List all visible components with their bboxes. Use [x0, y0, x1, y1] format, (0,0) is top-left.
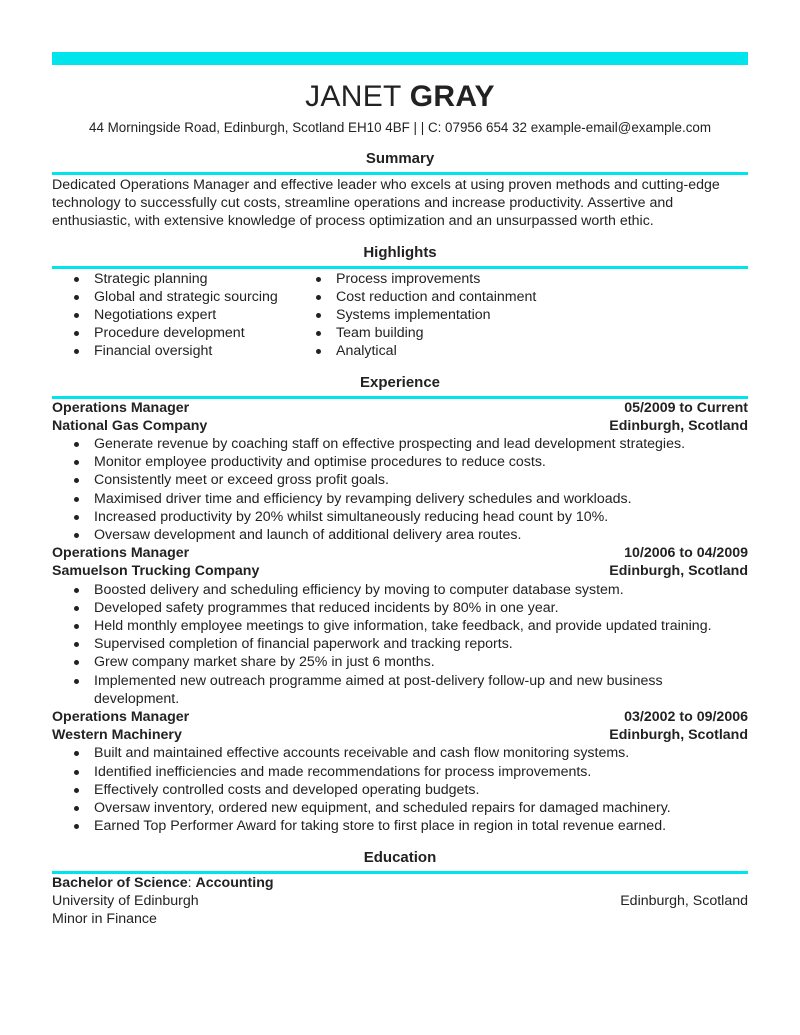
education-heading: Education — [363, 848, 437, 866]
job-company-row — [52, 726, 748, 744]
job-bullet: Oversaw inventory, ordered new equipment, and scheduled repairs for damaged machinery. — [52, 799, 748, 817]
degree-field: Accounting — [195, 874, 274, 891]
highlights-list — [52, 270, 748, 361]
highlight-item: Cost reduction and containment — [294, 288, 594, 306]
job-bullet: Developed safety programmes that reduced incidents by 80% in one year. — [52, 599, 748, 617]
job-title-row — [52, 708, 748, 726]
job-entry — [52, 708, 748, 835]
highlight-item: Analytical — [294, 342, 594, 360]
job-bullet: Identified inefficiencies and made recommendations for process improvements. — [52, 763, 748, 781]
job-title: Operations Manager — [52, 545, 190, 562]
degree-line — [52, 874, 748, 892]
job-dates: 03/2002 to 09/2006 — [624, 709, 748, 726]
job-entry — [52, 399, 748, 545]
job-bullet: Maximised driver time and efficiency by revamping delivery schedules and workloads. — [52, 490, 748, 508]
job-bullet: Built and maintained effective accounts receivable and cash flow monitoring systems. — [52, 744, 748, 762]
job-bullets — [52, 744, 748, 835]
job-bullet: Generate revenue by coaching staff on effective prospecting and lead development strategies. — [52, 435, 748, 453]
school-location: Edinburgh, Scotland — [620, 892, 748, 909]
job-dates: 05/2009 to Current — [624, 399, 748, 416]
last-name: GRAY — [409, 80, 495, 113]
job-title-row — [52, 399, 748, 417]
highlight-item: Systems implementation — [294, 306, 594, 324]
job-bullet: Implemented new outreach programme aimed at post-delivery follow-up and new business development. — [52, 672, 748, 708]
accent-top-bar — [52, 52, 748, 65]
job-title: Operations Manager — [52, 709, 190, 726]
job-bullet: Increased productivity by 20% whilst simultaneously reducing head count by 10%. — [52, 508, 748, 526]
job-company-row — [52, 417, 748, 435]
job-bullet: Oversaw development and launch of additional delivery area routes. — [52, 526, 748, 544]
job-bullet: Grew company market share by 25% in just 6 months. — [52, 653, 748, 671]
first-name: JANET — [305, 80, 402, 113]
highlights-column-2 — [294, 270, 594, 361]
summary-heading: Summary — [365, 150, 435, 167]
experience-heading: Experience — [359, 373, 441, 391]
job-location: Edinburgh, Scotland — [609, 417, 748, 434]
summary-text: Dedicated Operations Manager and effective leader who excels at using proven methods and cutting-edge technology to successfully cut costs, streamline operations and increase productivity. Assertive and enthusiastic, with extensive knowledge of process optimization and an unsurpassed worth ethic. — [52, 177, 720, 230]
job-title: Operations Manager — [52, 399, 190, 416]
job-bullet: Effectively controlled costs and developed operating budgets. — [52, 781, 748, 799]
job-company: Samuelson Trucking Company — [52, 563, 260, 580]
summary-rule — [52, 172, 748, 175]
highlight-item: Team building — [294, 324, 594, 342]
job-bullet: Held monthly employee meetings to give information, take feedback, and provide updated training. — [52, 617, 748, 635]
highlight-item: Financial oversight — [52, 342, 294, 360]
minor-line: Minor in Finance — [52, 910, 157, 927]
highlight-item: Global and strategic sourcing — [52, 288, 294, 306]
highlights-heading: Highlights — [363, 243, 437, 261]
highlight-item: Procedure development — [52, 324, 294, 342]
highlights-column-1 — [52, 270, 294, 361]
highlights-rule — [52, 266, 748, 269]
degree-name: Bachelor of Science — [52, 874, 188, 891]
highlight-item: Strategic planning — [52, 270, 294, 288]
job-company-row — [52, 562, 748, 580]
job-bullet: Earned Top Performer Award for taking store to first place in region in total revenue earned. — [52, 817, 748, 835]
job-dates: 10/2006 to 04/2009 — [624, 545, 748, 562]
job-location: Edinburgh, Scotland — [609, 727, 748, 744]
job-bullets — [52, 435, 748, 544]
job-company: Western Machinery — [52, 727, 182, 744]
school-name: University of Edinburgh — [52, 892, 199, 909]
job-bullet: Monitor employee productivity and optimise procedures to reduce costs. — [52, 453, 748, 471]
degree-separator: : — [187, 874, 192, 891]
contact-line: 44 Morningside Road, Edinburgh, Scotland EH10 4BF | | C: 07956 654 32 example-email@example.com — [89, 120, 711, 135]
job-bullet: Boosted delivery and scheduling efficiency by moving to computer database system. — [52, 581, 748, 599]
job-location: Edinburgh, Scotland — [609, 563, 748, 580]
job-bullets — [52, 581, 748, 708]
highlight-item: Negotiations expert — [52, 306, 294, 324]
school-row — [52, 892, 748, 910]
candidate-name — [52, 80, 748, 114]
job-entry — [52, 544, 748, 708]
job-bullet: Consistently meet or exceed gross profit goals. — [52, 471, 748, 489]
job-title-row — [52, 544, 748, 562]
highlight-item: Process improvements — [294, 270, 594, 288]
job-company: National Gas Company — [52, 417, 208, 434]
job-bullet: Supervised completion of financial paperwork and tracking reports. — [52, 635, 748, 653]
